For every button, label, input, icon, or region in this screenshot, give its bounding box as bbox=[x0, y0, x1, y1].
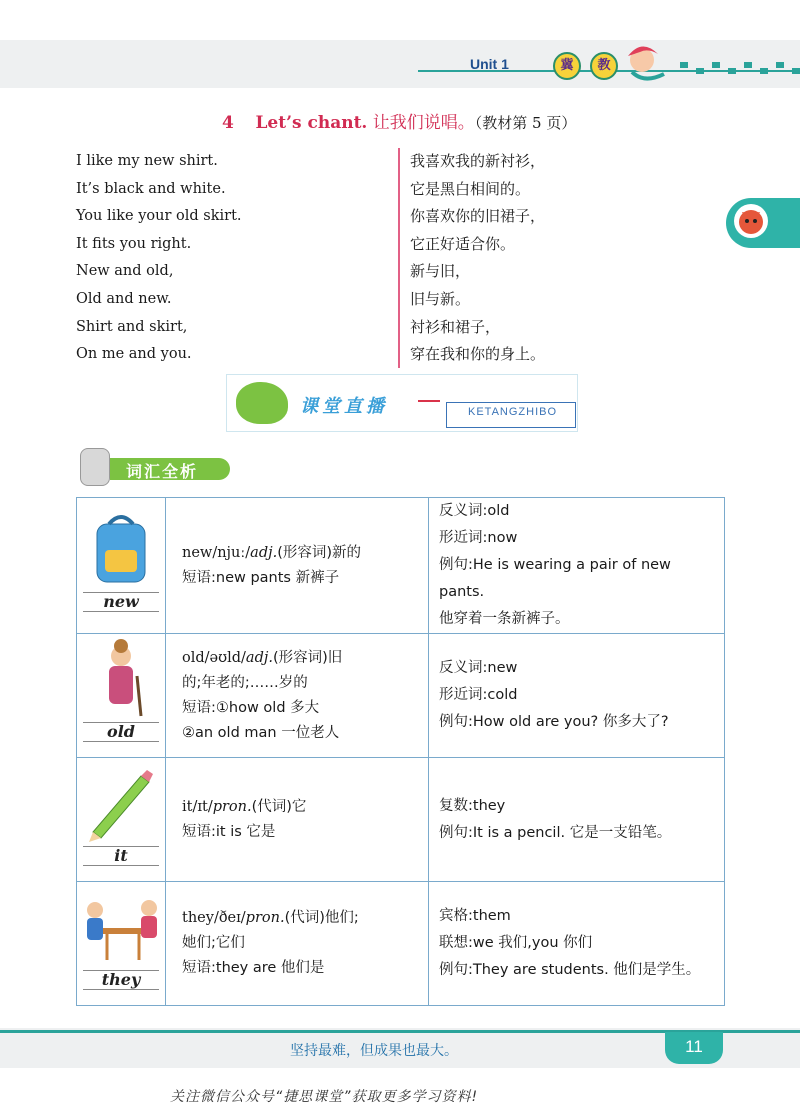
word-label: old bbox=[83, 722, 159, 742]
chant-english-column bbox=[76, 148, 376, 369]
word-picture-cell bbox=[77, 758, 166, 882]
note-line: 宾格:them bbox=[439, 908, 511, 924]
word-label: they bbox=[83, 970, 159, 990]
word-phrase: 短语:they are 他们是 bbox=[182, 960, 325, 976]
chant-line-cn: 你喜欢你的旧裙子， bbox=[410, 207, 546, 226]
chant-line-cn: 我喜欢我的新衬衫， bbox=[410, 152, 546, 170]
word-phrase: 短语:①how old 多大 bbox=[182, 699, 320, 716]
old-woman-icon bbox=[77, 636, 165, 722]
chant-title bbox=[222, 108, 576, 133]
chant-line-cn: 它是黑白相间的。 bbox=[410, 179, 531, 198]
edition-badge-jiao: 教 bbox=[590, 52, 618, 80]
banner-pinyin: KETANGZHIBO bbox=[468, 406, 558, 418]
chant-line-en: It fits you right. bbox=[76, 235, 192, 252]
fox-mascot-icon bbox=[734, 204, 768, 238]
word-notes-cell bbox=[429, 882, 725, 1006]
note-line: 反义词:new bbox=[439, 660, 518, 676]
arrow-icon bbox=[418, 400, 440, 402]
word-notes-cell bbox=[429, 634, 725, 758]
word-phrase: 短语:new pants 新裤子 bbox=[182, 569, 340, 586]
word-definition-cell bbox=[166, 758, 429, 882]
word-gloss-continued: 的;年老的;……岁的 bbox=[182, 674, 308, 691]
people-at-table-icon bbox=[77, 884, 165, 970]
chant-line-en: It’s black and white. bbox=[76, 180, 226, 197]
part-of-speech: pron. bbox=[212, 798, 252, 815]
word-phrase: 短语:it is 它是 bbox=[182, 823, 276, 840]
banner-title: 课堂直播 bbox=[300, 396, 388, 417]
chant-line-en: New and old, bbox=[76, 263, 174, 280]
word-label: new bbox=[83, 592, 159, 612]
table-row bbox=[77, 882, 725, 1006]
word-picture-cell bbox=[77, 498, 166, 634]
note-line: 联想:we 我们,you 你们 bbox=[439, 935, 593, 951]
table-row bbox=[77, 758, 725, 882]
word-definition-cell bbox=[166, 882, 429, 1006]
part-of-speech: pron. bbox=[245, 910, 285, 926]
edition-badge-ji: 冀 bbox=[553, 52, 581, 80]
word-entry: new/njuː/ bbox=[182, 544, 251, 561]
chant-line-en: I like my new shirt. bbox=[76, 153, 218, 169]
table-row bbox=[77, 634, 725, 758]
chant-title-cn: 让我们说唱。 bbox=[372, 113, 475, 133]
word-notes-cell bbox=[429, 498, 725, 634]
checker-pattern-icon bbox=[680, 58, 800, 78]
word-definition-cell bbox=[166, 634, 429, 758]
chant-line-en: Old and new. bbox=[76, 290, 172, 307]
girl-mascot-icon bbox=[618, 38, 678, 86]
note-line: 复数:they bbox=[439, 797, 506, 814]
word-picture-cell bbox=[77, 882, 166, 1006]
pencil-icon bbox=[77, 760, 165, 846]
footer-note: 关注微信公众号“捷思课堂”获取更多学习资料! bbox=[170, 1089, 479, 1105]
chant-line-cn: 新与旧， bbox=[410, 262, 471, 281]
chant-line-en: On me and you. bbox=[76, 346, 192, 363]
note-line: 例句:They are students. 他们是学生。 bbox=[439, 962, 701, 978]
note-line: 例句:How old are you? 你多大了? bbox=[439, 714, 669, 730]
chant-line-cn: 穿在我和你的身上。 bbox=[410, 345, 546, 364]
chant-chinese-column bbox=[410, 148, 710, 369]
vocab-table bbox=[76, 497, 725, 1006]
chant-title-en: Let’s chant. bbox=[255, 113, 368, 133]
chant-line-cn: 旧与新。 bbox=[410, 289, 471, 308]
word-picture-cell bbox=[77, 634, 166, 758]
word-gloss: (形容词)旧 bbox=[272, 649, 343, 666]
note-line: 形近词:now bbox=[439, 530, 518, 546]
footer-motto: 坚持最难，但成果也最大。 bbox=[290, 1043, 458, 1059]
chant-reference: （教材第 5 页） bbox=[474, 114, 577, 132]
part-of-speech: adj. bbox=[245, 649, 273, 666]
word-label: it bbox=[83, 846, 159, 866]
word-notes-cell bbox=[429, 758, 725, 882]
word-entry: old/əʊld/ bbox=[182, 649, 246, 666]
word-gloss: (代词)他们; bbox=[284, 910, 359, 926]
backpack-icon bbox=[77, 506, 165, 592]
word-gloss: (代词)它 bbox=[251, 798, 307, 815]
note-line: 他穿着一条新裤子。 bbox=[439, 611, 570, 627]
note-line: 形近词:cold bbox=[439, 687, 518, 703]
chant-line-en: Shirt and skirt, bbox=[76, 318, 188, 335]
word-definition-cell bbox=[166, 498, 429, 634]
green-mascot-icon bbox=[236, 382, 288, 424]
chant-divider bbox=[398, 148, 400, 368]
word-gloss: (形容词)新的 bbox=[277, 544, 362, 561]
note-line: 反义词:old bbox=[439, 503, 510, 519]
chant-line-en: You like your old skirt. bbox=[76, 208, 242, 225]
robot-mascot-icon bbox=[80, 448, 110, 486]
chant-number: 4 bbox=[222, 113, 234, 133]
vocab-heading: 词汇全析 bbox=[126, 462, 199, 481]
unit-label: Unit 1 bbox=[470, 56, 509, 72]
word-entry: it/ɪt/ bbox=[182, 798, 213, 815]
note-line: 例句:He is wearing a pair of new pants. bbox=[439, 557, 671, 600]
part-of-speech: adj. bbox=[250, 544, 278, 561]
chant-line-cn: 衬衫和裙子， bbox=[410, 317, 501, 336]
note-line: 例句:It is a pencil. 它是一支铅笔。 bbox=[439, 824, 672, 841]
table-row bbox=[77, 498, 725, 634]
chant-line-cn: 它正好适合你。 bbox=[410, 234, 516, 253]
word-gloss-continued: 她们;它们 bbox=[182, 935, 245, 951]
word-entry: they/ðeɪ/ bbox=[182, 910, 246, 926]
page-number: 11 bbox=[665, 1032, 723, 1064]
word-phrase-2: ②an old man 一位老人 bbox=[182, 724, 340, 741]
